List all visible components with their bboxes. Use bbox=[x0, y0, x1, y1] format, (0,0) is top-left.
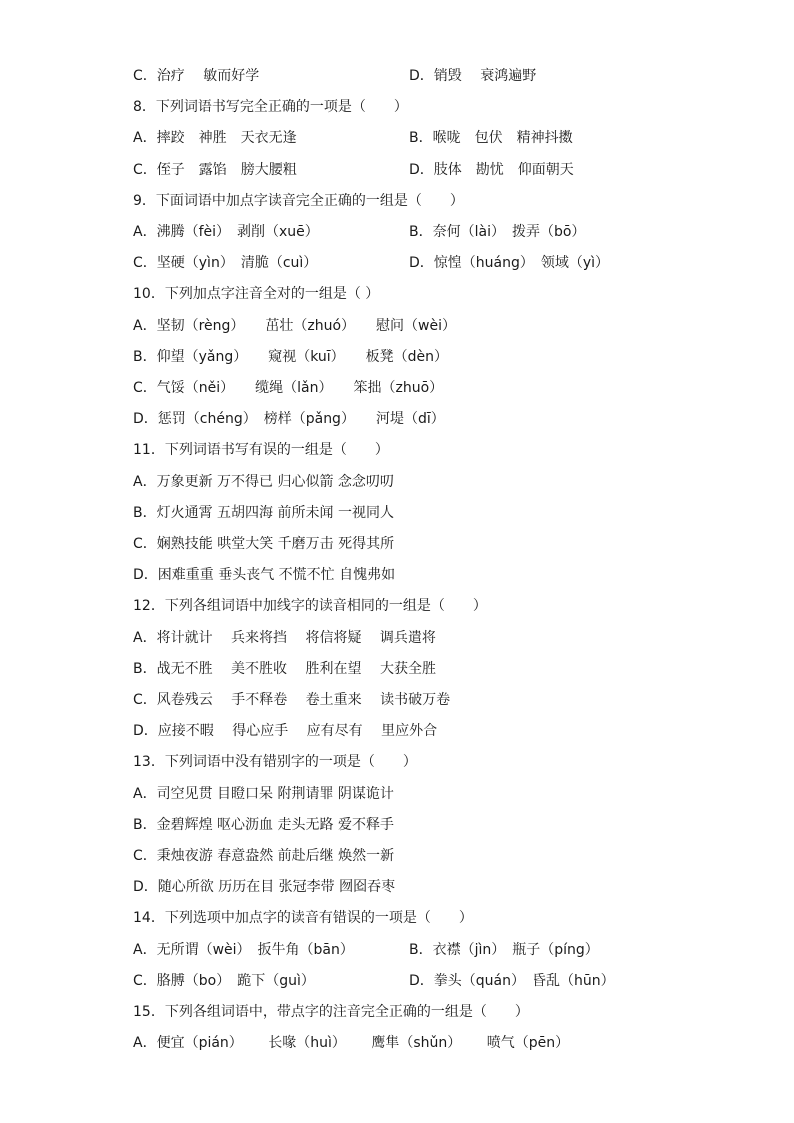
option-line: D．困难重重 垂头丧气 不慌不忙 自愧弗如 bbox=[133, 567, 396, 583]
option-line: C．气馁（něi） 缆绳（lǎn） 笨拙（zhuō） bbox=[133, 380, 444, 396]
option-line: A．坚韧（rèng） 茁壮（zhuó） 慰问（wèi） bbox=[133, 318, 457, 334]
option-line: B．灯火通霄 五胡四海 前所未闻 一视同人 bbox=[133, 505, 394, 521]
question-stem: 15．下列各组词语中，带点字的注音完全正确的一组是（ ） bbox=[133, 1004, 529, 1020]
question-stem: 10．下列加点字注音全对的一组是（ ） bbox=[133, 286, 380, 302]
option-line: B．战无不胜 美不胜收 胜利在望 大获全胜 bbox=[133, 661, 436, 677]
option-right: D．肢体 勘忧 仰面朝天 bbox=[409, 162, 574, 178]
option-line: C．娴熟技能 哄堂大笑 千磨万击 死得其所 bbox=[133, 536, 395, 552]
option-left: C．侄子 露馅 膀大腰粗 bbox=[133, 162, 297, 178]
option-left: C．治疗 敏而好学 bbox=[133, 68, 260, 84]
question-stem: 9．下面词语中加点字读音完全正确的一组是（ ） bbox=[133, 193, 464, 209]
option-right: D．销毁 衰鸿遍野 bbox=[409, 68, 537, 84]
option-right: D．惊惶（huáng） 领域（yì） bbox=[409, 255, 610, 271]
option-left: A．摔跤 神胜 天衣无逢 bbox=[133, 130, 297, 146]
question-stem: 12．下列各组词语中加线字的读音相同的一组是（ ） bbox=[133, 598, 487, 614]
option-line: A．将计就计 兵来将挡 将信将疑 调兵遣将 bbox=[133, 630, 436, 646]
option-left: A．沸腾（fèi） 剥削（xuē） bbox=[133, 224, 319, 240]
option-line: D．惩罚（chéng） 榜样（pǎng） 河堤（dī） bbox=[133, 411, 445, 427]
option-right: B．喉咙 包伏 精神抖擞 bbox=[409, 130, 573, 146]
option-right: B．衣襟（jìn） 瓶子（píng） bbox=[409, 942, 599, 958]
option-line: B．仰望（yǎng） 窥视（kuī） 板凳（dèn） bbox=[133, 349, 449, 365]
option-line: A．司空见贯 目瞪口呆 附荆请罪 阴谋诡计 bbox=[133, 786, 394, 802]
option-line: C．风卷残云 手不释卷 卷土重来 读书破万卷 bbox=[133, 692, 451, 708]
question-stem: 14．下列选项中加点字的读音有错误的一项是（ ） bbox=[133, 910, 473, 926]
question-stem: 8．下列词语书写完全正确的一项是（ ） bbox=[133, 99, 408, 115]
option-line: C．秉烛夜游 春意盎然 前赴后继 焕然一新 bbox=[133, 848, 395, 864]
option-right: D．拳头（quán） 昏乱（hūn） bbox=[409, 973, 615, 989]
option-line: D．应接不暇 得心应手 应有尽有 里应外合 bbox=[133, 723, 438, 739]
question-stem: 11．下列词语书写有误的一组是（ ） bbox=[133, 442, 389, 458]
option-line: A．便宜（pián） 长喙（huì） 鹰隼（shǔn） 喷气（pēn） bbox=[133, 1035, 570, 1051]
option-left: C．胳膊（bo） 跪下（guì） bbox=[133, 973, 315, 989]
option-left: C．坚硬（yìn） 清脆（cuì） bbox=[133, 255, 318, 271]
option-line: B．金碧辉煌 呕心沥血 走头无路 爱不释手 bbox=[133, 817, 394, 833]
option-left: A．无所谓（wèi） 扳牛角（bān） bbox=[133, 942, 354, 958]
option-line: D．随心所欲 历历在目 张冠李带 囫囵吞枣 bbox=[133, 879, 396, 895]
question-stem: 13．下列词语中没有错别字的一项是（ ） bbox=[133, 754, 417, 770]
option-right: B．奈何（lài） 拨弄（bō） bbox=[409, 224, 586, 240]
option-line: A．万象更新 万不得已 归心似箭 念念叨叨 bbox=[133, 474, 394, 490]
